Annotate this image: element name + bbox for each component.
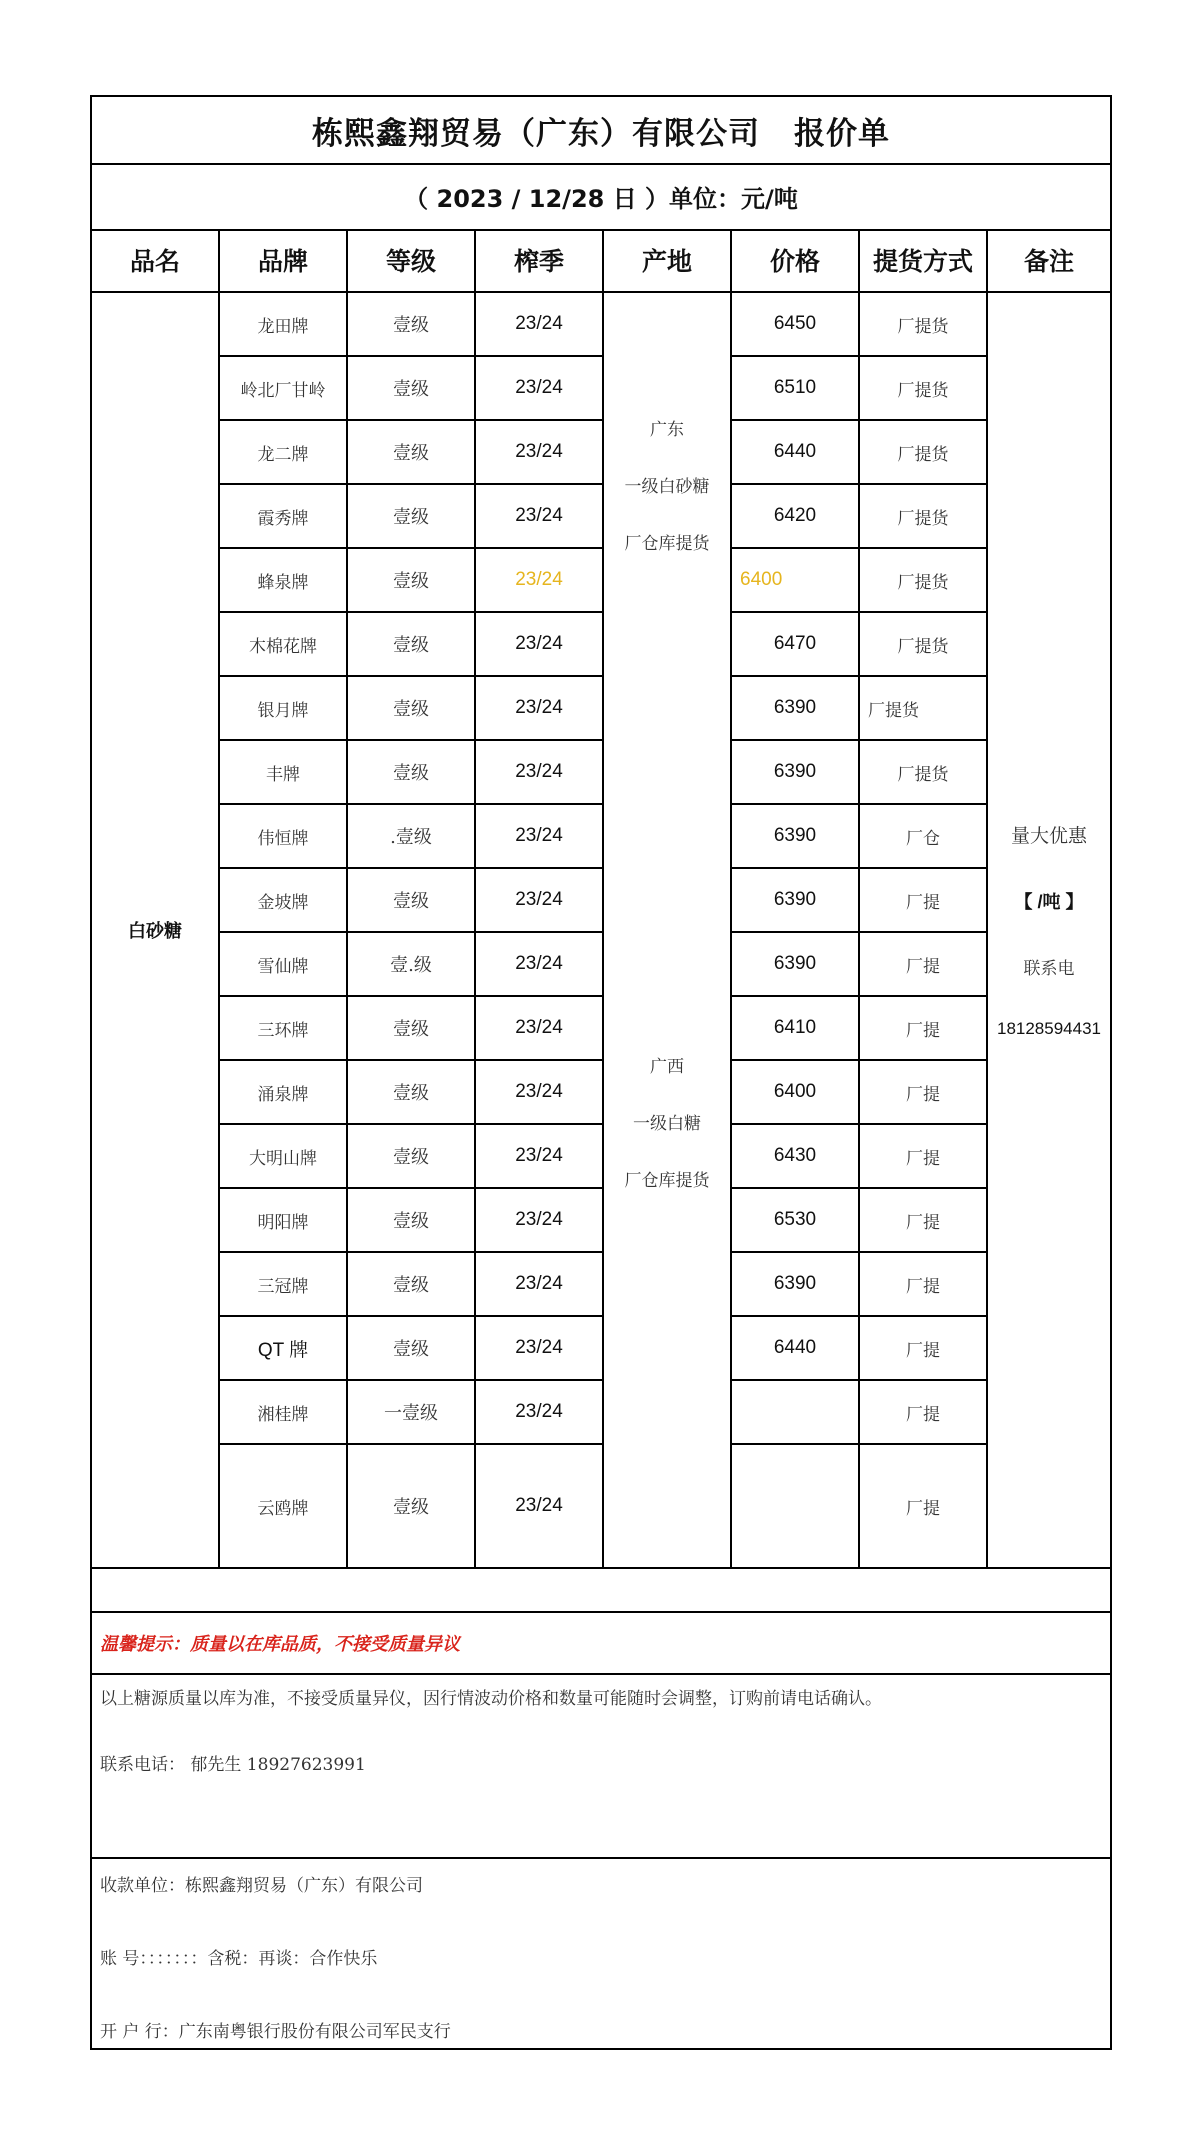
price-cell: 6510 — [731, 356, 859, 420]
pickup-cell: 厂提 — [859, 1060, 987, 1124]
bank-line: 开 户 行：广东南粤银行股份有限公司军民支行 — [100, 2022, 451, 2042]
pickup-cell: 厂提货 — [859, 420, 987, 484]
company-name: 栋熙鑫翔贸易（广东）有限公司 — [312, 115, 760, 152]
grade-cell: 壹级 — [347, 868, 475, 932]
season-cell: 23/24 — [475, 548, 603, 612]
col-header-pickup: 提货方式 — [859, 229, 987, 292]
origin-cell — [603, 676, 731, 1568]
pickup-cell: 厂提 — [859, 1444, 987, 1568]
season-cell: 23/24 — [475, 612, 603, 676]
grade-cell: 壹级 — [347, 1060, 475, 1124]
brand-cell: 蜂泉牌 — [219, 548, 347, 612]
pickup-cell: 厂提 — [859, 1380, 987, 1444]
table-row — [92, 356, 1110, 420]
pickup-cell: 厂提 — [859, 996, 987, 1060]
remark-line: 量大优惠 — [1010, 825, 1087, 847]
remark-cell — [987, 292, 1110, 1568]
col-header-remark: 备注 — [987, 229, 1110, 292]
pickup-cell: 厂提货 — [859, 292, 987, 356]
origin-line: 厂仓库提货 — [624, 1171, 710, 1191]
warm-tip: 温馨提示：质量以在库品质，不接受质量异议 — [92, 1611, 1110, 1675]
pickup-cell: 厂仓 — [859, 804, 987, 868]
price-cell: 6530 — [731, 1188, 859, 1252]
brand-cell: 三环牌 — [219, 996, 347, 1060]
price-cell: 6430 — [731, 1124, 859, 1188]
season-cell: 23/24 — [475, 1380, 603, 1444]
pickup-cell: 厂提 — [859, 1252, 987, 1316]
table-row — [92, 1188, 1110, 1252]
grade-cell: 壹.级 — [347, 932, 475, 996]
origin-line: 厂仓库提货 — [624, 534, 710, 554]
brand-cell: 龙田牌 — [219, 292, 347, 356]
pickup-cell: 厂提 — [859, 1124, 987, 1188]
brand-cell: QT 牌 — [219, 1316, 347, 1380]
pickup-cell: 厂提 — [859, 1316, 987, 1380]
price-cell: 6400 — [731, 1060, 859, 1124]
table-row — [92, 740, 1110, 804]
season-cell: 23/24 — [475, 356, 603, 420]
document-title — [92, 97, 1110, 165]
disclaimer-text: 以上糖源质量以库为准，不接受质量异仪，因行情波动价格和数量可能随时会调整，订购前请电话确认。 — [100, 1689, 882, 1709]
price-cell: 6390 — [731, 932, 859, 996]
brand-cell: 雪仙牌 — [219, 932, 347, 996]
grade-cell: 壹级 — [347, 1444, 475, 1568]
brand-cell: 大明山牌 — [219, 1124, 347, 1188]
grade-cell: 壹级 — [347, 612, 475, 676]
grade-cell: 壹级 — [347, 996, 475, 1060]
pickup-cell: 厂提货 — [859, 548, 987, 612]
origin-cell — [603, 292, 731, 676]
brand-cell: 明阳牌 — [219, 1188, 347, 1252]
brand-cell: 湘桂牌 — [219, 1380, 347, 1444]
season-cell: 23/24 — [475, 996, 603, 1060]
season-cell: 23/24 — [475, 1060, 603, 1124]
table-row — [92, 932, 1110, 996]
table-row — [92, 548, 1110, 612]
product-cell: 白砂糖 — [92, 292, 219, 1568]
season-cell: 23/24 — [475, 1444, 603, 1568]
date-unit-line: （ 2023 / 12/28 日 ）单位：元/吨 — [92, 163, 1110, 231]
grade-cell: 一壹级 — [347, 1380, 475, 1444]
price-cell: 6390 — [731, 676, 859, 740]
price-cell: 6450 — [731, 292, 859, 356]
grade-cell: 壹级 — [347, 740, 475, 804]
season-cell: 23/24 — [475, 420, 603, 484]
grade-cell: 壹级 — [347, 484, 475, 548]
grade-cell: 壹级 — [347, 356, 475, 420]
col-header-price: 价格 — [731, 229, 859, 292]
price-cell: 6410 — [731, 996, 859, 1060]
table-row — [92, 676, 1110, 740]
price-cell: 6440 — [731, 420, 859, 484]
remark-line: 18128594431 — [996, 1019, 1101, 1038]
table-row — [92, 1252, 1110, 1316]
table-row — [92, 1444, 1110, 1568]
season-cell: 23/24 — [475, 292, 603, 356]
brand-cell: 金坡牌 — [219, 868, 347, 932]
quote-sheet — [90, 95, 1112, 2050]
brand-cell: 三冠牌 — [219, 1252, 347, 1316]
grade-cell: 壹级 — [347, 1316, 475, 1380]
table-row — [92, 996, 1110, 1060]
grade-cell: 壹级 — [347, 292, 475, 356]
price-cell: 6400 — [731, 548, 859, 612]
pickup-cell: 厂提 — [859, 1188, 987, 1252]
price-cell — [731, 1444, 859, 1568]
price-cell: 6390 — [731, 1252, 859, 1316]
price-cell: 6390 — [731, 804, 859, 868]
pickup-cell: 厂提 — [859, 932, 987, 996]
pickup-cell: 厂提货 — [859, 740, 987, 804]
remark-line: 【 /吨 】 — [1014, 892, 1084, 912]
col-header-grade: 等级 — [347, 229, 475, 292]
grade-cell: 壹级 — [347, 676, 475, 740]
grade-cell: 壹级 — [347, 1252, 475, 1316]
price-cell: 6390 — [731, 868, 859, 932]
season-cell: 23/24 — [475, 1188, 603, 1252]
season-cell: 23/24 — [475, 1252, 603, 1316]
notes-section — [92, 1675, 1110, 1859]
contact-phone: 联系电话： 郁先生 18927623991 — [100, 1755, 366, 1775]
origin-line: 一级白糖 — [633, 1114, 701, 1134]
brand-cell: 涌泉牌 — [219, 1060, 347, 1124]
season-cell: 23/24 — [475, 740, 603, 804]
account-line: 账 号：：：：：：：含税：再谈：合作快乐 — [100, 1949, 378, 1969]
table-row — [92, 484, 1110, 548]
table-row — [92, 1316, 1110, 1380]
table-row — [92, 1380, 1110, 1444]
price-cell: 6420 — [731, 484, 859, 548]
table-row — [92, 612, 1110, 676]
col-header-brand: 品牌 — [219, 229, 347, 292]
origin-line: 广西 — [650, 1057, 684, 1077]
grade-cell: .壹级 — [347, 804, 475, 868]
origin-line: 广东 — [650, 420, 684, 440]
price-cell: 6440 — [731, 1316, 859, 1380]
season-cell: 23/24 — [475, 484, 603, 548]
grade-cell: 壹级 — [347, 420, 475, 484]
season-cell: 23/24 — [475, 932, 603, 996]
payment-section — [92, 1859, 1110, 2050]
col-header-origin: 产地 — [603, 229, 731, 292]
season-cell: 23/24 — [475, 1124, 603, 1188]
price-table — [92, 229, 1110, 1569]
brand-cell: 银月牌 — [219, 676, 347, 740]
table-row — [92, 292, 1110, 356]
brand-cell: 云鸥牌 — [219, 1444, 347, 1568]
brand-cell: 岭北厂甘岭 — [219, 356, 347, 420]
brand-cell: 丰牌 — [219, 740, 347, 804]
pickup-cell: 厂提货 — [859, 612, 987, 676]
table-row — [92, 1124, 1110, 1188]
col-header-season: 榨季 — [475, 229, 603, 292]
price-cell — [731, 1380, 859, 1444]
origin-line: 一级白砂糖 — [624, 477, 710, 497]
price-cell: 6390 — [731, 740, 859, 804]
season-cell: 23/24 — [475, 1316, 603, 1380]
grade-cell: 壹级 — [347, 548, 475, 612]
pickup-cell: 厂提 — [859, 868, 987, 932]
col-header-product: 品名 — [92, 229, 219, 292]
payee-line: 收款单位：栋熙鑫翔贸易（广东）有限公司 — [100, 1876, 423, 1896]
table-row — [92, 804, 1110, 868]
table-row — [92, 420, 1110, 484]
price-cell: 6470 — [731, 612, 859, 676]
doc-type: 报价单 — [794, 115, 890, 152]
brand-cell: 木棉花牌 — [219, 612, 347, 676]
remark-line: 联系电 — [1023, 959, 1075, 979]
brand-cell: 龙二牌 — [219, 420, 347, 484]
header-row — [92, 229, 1110, 292]
brand-cell: 霞秀牌 — [219, 484, 347, 548]
season-cell: 23/24 — [475, 804, 603, 868]
grade-cell: 壹级 — [347, 1124, 475, 1188]
grade-cell: 壹级 — [347, 1188, 475, 1252]
season-cell: 23/24 — [475, 676, 603, 740]
pickup-cell: 厂提货 — [859, 484, 987, 548]
season-cell: 23/24 — [475, 868, 603, 932]
table-row — [92, 1060, 1110, 1124]
pickup-cell: 厂提货 — [859, 676, 987, 740]
brand-cell: 伟恒牌 — [219, 804, 347, 868]
table-row — [92, 868, 1110, 932]
pickup-cell: 厂提货 — [859, 356, 987, 420]
